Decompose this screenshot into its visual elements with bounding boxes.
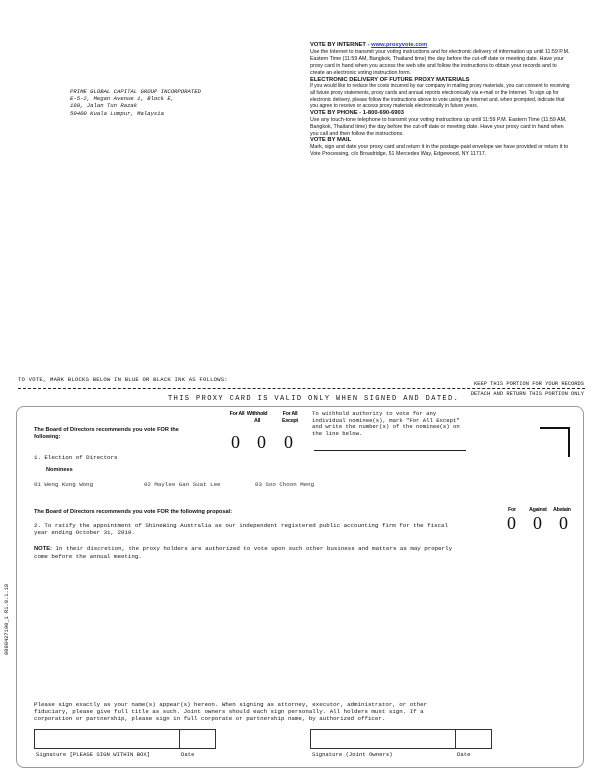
mail-heading: VOTE BY MAIL [310, 137, 352, 144]
proposal-2: 2. To ratify the appointment of ShineWing Australia as our independent registered public accounting firm for the fiscal year ending October 31, 2019. [34, 522, 448, 536]
address-line: E-5-2, Megan Avenue 1, Block E, [70, 95, 175, 103]
date-box[interactable] [179, 729, 216, 749]
for-all-except-circle[interactable]: 0 [284, 432, 293, 452]
proposal-against-circle[interactable]: 0 [533, 513, 542, 533]
valid-notice: THIS PROXY CARD IS VALID ONLY WHEN SIGNED AND DATED. [168, 395, 460, 403]
company-address [70, 88, 201, 117]
company-name: PRIME GLOBAL CAPITAL GROUP INCORPORATED [70, 88, 201, 95]
keep-portion-text: KEEP THIS PORTION FOR YOUR RECORDS [474, 381, 584, 387]
detach-portion-text: DETACH AND RETURN THIS PORTION ONLY [470, 391, 584, 397]
joint-date-label: Date [457, 751, 471, 758]
note-text [34, 545, 464, 560]
signing-instructions: Please sign exactly as your name(s) appear(s) hereon. When signing as attorney, executor, administrator, or other fiduciary, please give full title as such. Joint owners should each sign personally. All holders must sign. If a corporation or partnership, please sign in full corporate or partnership name, by authorized officer. [34, 701, 428, 722]
signature-label: Signature [PLEASE SIGN WITHIN BOX] [36, 751, 151, 758]
col-for: For [508, 507, 516, 513]
address-line: 50400 Kuala Lumpur, Malaysia [70, 109, 164, 117]
voting-instructions [310, 42, 572, 158]
proposal-for-circle[interactable]: 0 [507, 513, 516, 533]
signature-box[interactable] [34, 729, 180, 749]
detach-line [18, 388, 585, 389]
joint-signature-box[interactable] [310, 729, 456, 749]
nominee-2: 02 Maylee Gan Suat Lee [144, 481, 221, 488]
board-recommendation-2: The Board of Directors recommends you vote FOR the following proposal: [34, 509, 232, 515]
col-withhold-all: Withhold All [246, 411, 268, 424]
proposal-abstain-circle[interactable]: 0 [559, 513, 568, 533]
nominee-1: 01 Weng Kung Wong [34, 481, 94, 488]
nominees-label: Nominees [46, 467, 73, 473]
corner-mark [540, 427, 570, 429]
nominee-number-line[interactable] [314, 450, 466, 451]
col-for-all-except: For All Except [282, 411, 298, 424]
date-label: Date [181, 751, 195, 758]
proxyvote-link[interactable]: www.proxyvote.com [371, 42, 428, 48]
board-recommendation-1: The Board of Directors recommends you vote FOR the following: [34, 427, 179, 440]
note-body: In their discretion, the proxy holders are authorized to vote upon such other business and matters as may properly come before the annual meeting. [34, 545, 453, 560]
electronic-text: If you would like to reduce the costs incurred by our company in mailing proxy materials, you can consent to receiving all future proxy statements, proxy cards and annual reports electronically via e-mail or the Internet. To sign up for electronic delivery, please follow the instructions above to vote using the Internet and, when prompted, indicate that you agree to receive or access proxy materials electronically in future years. [310, 83, 570, 110]
nominee-3: 03 Soo Choon Meng [255, 481, 315, 488]
mark-instructions: TO VOTE, MARK BLOCKS BELOW IN BLUE OR BLACK INK AS FOLLOWS: [18, 376, 228, 383]
vertical-code: 0000427190_1 R1.0.1.18 [4, 583, 10, 655]
note-label: NOTE: [34, 546, 53, 552]
internet-heading: VOTE BY INTERNET - [310, 42, 372, 48]
col-for-all: For All [229, 411, 245, 417]
joint-date-box[interactable] [455, 729, 492, 749]
mail-text: Mark, sign and date your proxy card and return it in the postage-paid envelope we have provided or return it to Vote Processing, c/o Broadridge, 51 Mercedes Way, Edgewood, NY 11717. [310, 144, 569, 158]
phone-text: Use any touch-tone telephone to transmit your voting instructions up until 11:59 P.M. Eastern Time (11:59 AM, Bangkok, Thailand time) the day before the cut-off date or meeting date. Have your proxy card in hand when you call and then follow the instructions. [310, 116, 567, 137]
for-all-circle[interactable]: 0 [231, 432, 240, 452]
joint-signature-label: Signature (Joint Owners) [312, 751, 393, 758]
col-abstain: Abstain [553, 507, 571, 513]
election-label: 1. Election of Directors [34, 454, 118, 461]
col-against: Against [529, 507, 547, 513]
phone-heading: VOTE BY PHONE - 1-800-690-6903 [310, 109, 404, 116]
withhold-instructions: To withhold authority to vote for any individual nominee(s), mark "For All Except" and write the number(s) of the nominee(s) on the line below. [312, 410, 460, 438]
address-line: 189, Jalan Tun Razak [70, 102, 138, 110]
corner-mark [568, 427, 570, 457]
electronic-heading: ELECTRONIC DELIVERY OF FUTURE PROXY MATERIALS [310, 76, 470, 83]
withhold-all-circle[interactable]: 0 [257, 432, 266, 452]
internet-text: Use the Internet to transmit your voting instructions and for electronic delivery of information up until 11:59 P.M. Eastern Time (11:59 AM, Bangkok, Thailand time) the day before the cut-off date or meeting date. Have your proxy card in hand when you access the web site and follow the instructions to obtain your records and to create an electronic voting instruction form. [310, 48, 570, 76]
